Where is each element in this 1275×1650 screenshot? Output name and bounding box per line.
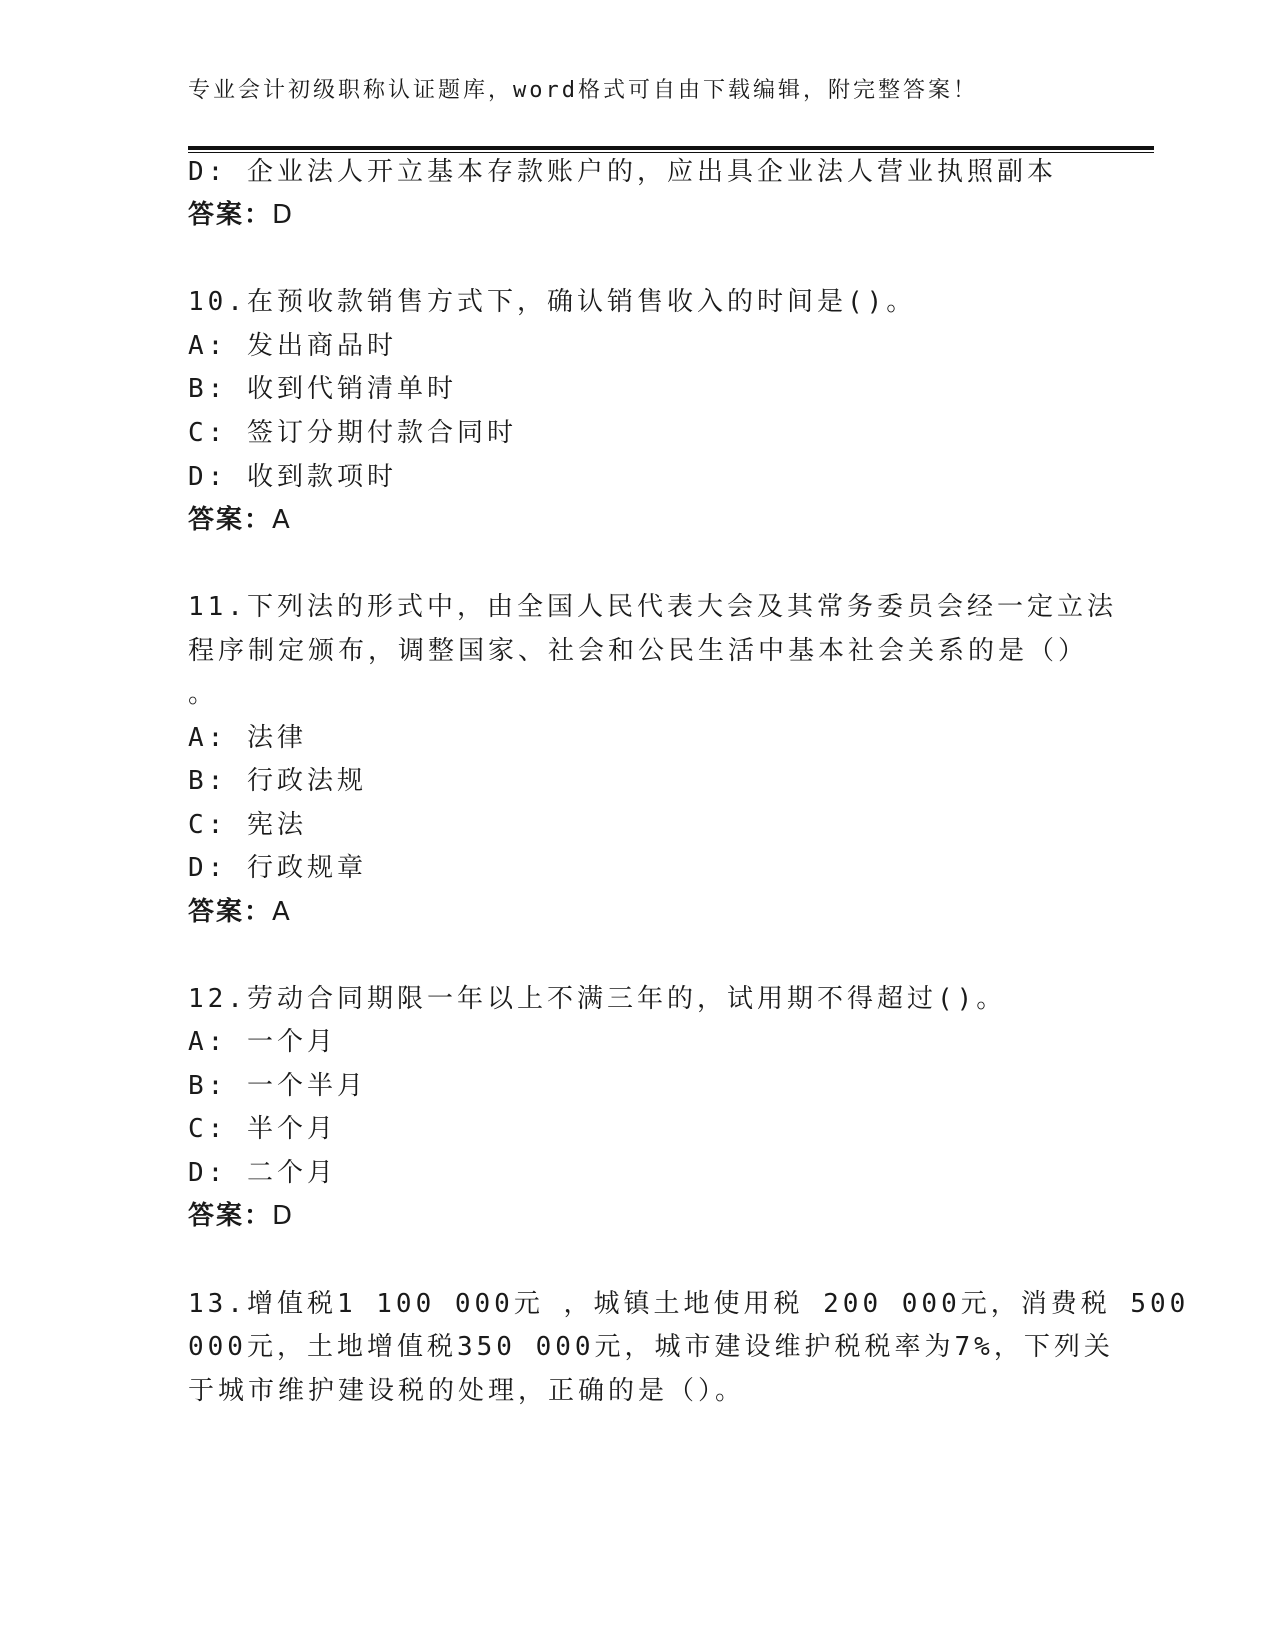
q11-stem-line-3: 。 [188,679,219,709]
q10-option-c: C: 签订分期付款合同时 [188,418,517,448]
q11-option-b: B: 行政法规 [188,766,367,796]
answer-value: D [272,1201,295,1231]
q11-option-c: C: 宪法 [188,810,307,840]
q12-option-c: C: 半个月 [188,1114,337,1144]
answer-label: 答案： [188,200,273,230]
answer-value: A [272,505,292,535]
page-header: 专业会计初级职称认证题库，word格式可自由下载编辑，附完整答案！ [188,78,978,103]
q12-option-b: B: 一个半月 [188,1071,367,1101]
q12-option-d: D: 二个月 [188,1158,337,1188]
q11-answer [188,894,292,930]
header-rule [188,146,1154,150]
prev-answer [188,197,294,233]
q10-stem: 10.在预收款销售方式下，确认销售收入的时间是()。 [188,287,917,317]
q10-option-a: A: 发出商品时 [188,331,397,361]
q11-stem-line-2: 程序制定颁布，调整国家、社会和公民生活中基本社会关系的是（） [188,636,1089,666]
q13-stem-line-1: 13.增值税1 100 000元 ，城镇土地使用税 200 000元，消费税 500 [188,1289,1190,1319]
q13-stem-line-3: 于城市维护建设税的处理，正确的是（）。 [188,1376,746,1406]
q12-answer [188,1198,294,1234]
answer-label: 答案： [188,505,273,535]
q12-option-a: A: 一个月 [188,1027,337,1057]
answer-label: 答案： [188,1201,273,1231]
q11-stem-line-1: 11.下列法的形式中，由全国人民代表大会及其常务委员会经一定立法 [188,592,1117,622]
q12-stem: 12.劳动合同期限一年以上不满三年的，试用期不得超过()。 [188,984,1007,1014]
q10-option-d: D: 收到款项时 [188,462,397,492]
answer-value: D [272,200,295,230]
q10-option-b: B: 收到代销清单时 [188,374,457,404]
q11-option-a: A: 法律 [188,723,307,753]
prev-option-d: D: 企业法人开立基本存款账户的，应出具企业法人营业执照副本 [188,157,1057,187]
answer-value: A [272,897,292,927]
q13-stem-line-2: 000元，土地增值税350 000元，城市建设维护税税率为7%，下列关 [188,1332,1114,1362]
header-rule-thin [188,152,1154,153]
q11-option-d: D: 行政规章 [188,853,367,883]
answer-label: 答案： [188,897,273,927]
q10-answer [188,502,292,538]
